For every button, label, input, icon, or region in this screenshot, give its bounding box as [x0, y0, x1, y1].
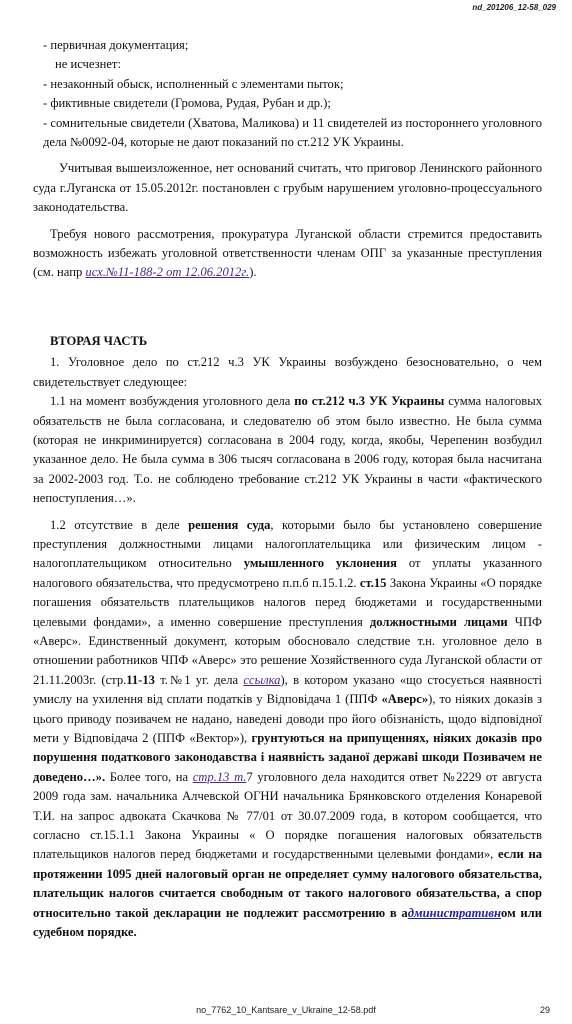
list-item: не исчезнет:: [55, 57, 121, 72]
text: ), то ніяких доказів з цього приводу позивачем не надано, наведені доводи про його обізнаність, щодо відповідної мети у Відповідача 2 (ППФ «Вектор»),: [33, 692, 543, 745]
page-number: 29: [539, 1005, 550, 1015]
text: 1.2 отсутствие в деле: [50, 517, 189, 532]
section-heading: ВТОРАЯ ЧАСТЬ: [50, 333, 148, 348]
reference-link[interactable]: исх.№11-188-2 от 12.06.2012г.: [85, 265, 250, 280]
paragraph-1-2: [33, 516, 542, 943]
list-item: - первичная документация;: [43, 38, 189, 52]
request-paragraph: [33, 225, 542, 283]
text: ), в котором указано «що стосується наявності умислу на ухилення від сплати податків у Відповідача 1 (ППФ: [33, 672, 542, 707]
page-link[interactable]: стр.13 т.: [192, 769, 247, 784]
text: 7 уголовного дела находится ответ №2229 от августа 2009 года зам. начальника Алчевской ОГНИ начальника Брянковского отделения Конаревой Т.И. на запрос адвоката Скачкова № 77/01 от 30.07.2009 года, в котором сообщается, что согласно ст.15.1.1 Закона Украины « О порядке погашения налоговых обязательств плательщиков налогов перед бюджетами и государственными целевыми фондами»,: [33, 769, 542, 862]
bold-text: решения суда: [188, 517, 271, 532]
case-link[interactable]: ссылка: [243, 672, 281, 687]
text: сумма налоговых обязательств не была согласована, и следователю об этом было известно. Не была сумма (которая не инкриминируется) согласована в 2004 году, когда, якобы, Черепенин возбудил указанное дело. Не была сумма в 306 тысяч согласована в 2006 году, которая была насчитана за 2002-2003 год. Т.о. не соблюдено требование ст.212 УК Украины в части «фактического непоступления…».: [33, 394, 542, 506]
bold-text: умышленного уклонения: [243, 556, 397, 571]
footer-filename: no_7762_10_Kantsare_v_Ukraine_12-58.pdf: [196, 1005, 376, 1015]
request-text-end: ).: [249, 265, 257, 280]
text: 1.1 на момент возбуждения уголовного дела: [50, 394, 295, 409]
text: ЧПФ «Аверс». Единственный документ, которым обосновало следствие т.н. уголовное дело в отношении работников ЧПФ «Аверс» это решение Хозяйственного суда Луганской области от 21.11.2003г. (стр.: [33, 614, 542, 687]
bold-text: ом или судебном порядке.: [33, 905, 542, 940]
bold-text: по ст.212 ч.3 УК Украины: [294, 394, 445, 409]
list-item: - фиктивные свидетели (Громова, Рудая, Рубан и др.);: [43, 96, 331, 111]
bold-text: грунтуються на припущеннях, ніяких доказів про порушення податкового законодавства і наявність заданої державі шкоди Позивачем не доведено…».: [33, 731, 542, 784]
administrative-link[interactable]: дминистративн: [407, 905, 502, 920]
bold-text: «Аверс»: [381, 692, 429, 707]
text: от уплаты указанного налогового обязательства, что предусмотрено п.п.б п.15.1.2.: [33, 556, 542, 590]
text: Более того, на: [105, 769, 193, 784]
bold-text: 11-13: [126, 672, 155, 687]
conclusion-paragraph: Учитывая вышеизложенное, нет оснований считать, что приговор Ленинского районного суда г.Луганска от 15.05.2012г. постановлен с грубым нарушением уголовно-процессуального законодательства.: [33, 161, 542, 215]
request-text: Требуя нового рассмотрения, прокуратура Луганской области стремится предоставить возможность избежать уголовной ответственности членам ОПГ за указанные преступления (см. напр: [33, 226, 542, 280]
bold-text: должностными лицами: [369, 614, 508, 629]
paragraph-1: 1. Уголовное дело по ст.212 ч.3 УК Украины возбуждено безосновательно, о чем свидетельствует следующее:: [33, 355, 542, 389]
page-id: nd_201206_12-58_029: [472, 3, 556, 12]
text: т.№1 уг. дела: [154, 672, 244, 687]
paragraph-1-1: [33, 392, 542, 508]
list-item: - сомнительные свидетели (Хватова, Маликова) и 11 свидетелей из постороннего уголовного дела №0092-04, которые не дают показаний по ст.212 УК Украины.: [43, 115, 542, 150]
bold-text: ст.15: [359, 575, 387, 590]
list-item: - незаконный обыск, исполненный с элементами пыток;: [43, 76, 344, 91]
text: Закона Украины «О порядке погашения обязательств плательщиков налогов перед бюджетами и государственными целевыми фондами», а именно совершение преступления: [33, 575, 542, 629]
bold-text: если на протяжении 1095 дней налоговый орган не определяет сумму налогового обязательства, плательщик налогов считается свободным от такого налогового обязательства, а спор относительно такой декларации не подлежит рассмотрению в а: [33, 847, 542, 920]
document-body: [33, 36, 542, 942]
text: , которыми было бы установлено совершение преступления должностными лицами налогоплательщика или физическим лицом - налогоплательщиком относительно: [33, 517, 542, 571]
